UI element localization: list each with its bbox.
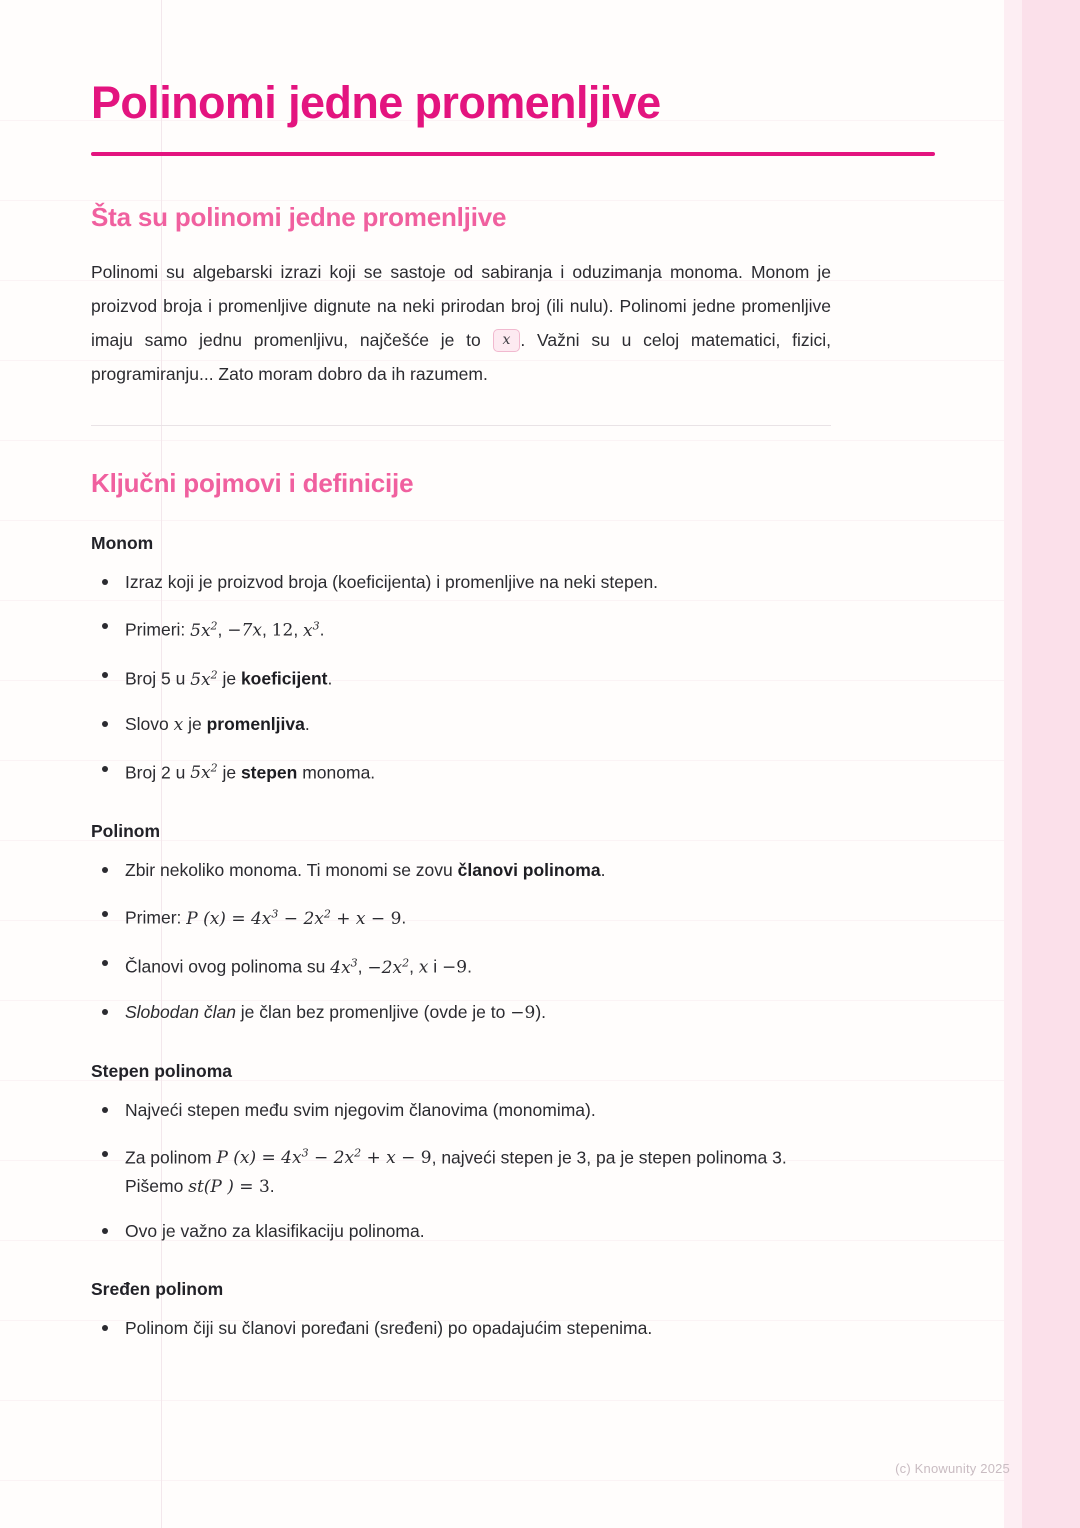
list-stepen-polinoma [91, 1096, 932, 1246]
section-heading-what-are-polynomials: Šta su polinomi jedne promenljive [91, 202, 507, 233]
title-underline [91, 152, 935, 156]
list-item: Broj 2 u $5x^2$ je stepen monoma. [91, 755, 821, 788]
list-item: Izraz koji je proizvod broja (koeficijenta) i promenljive na neki stepen. [91, 568, 821, 596]
list-item: Broj 5 u $5x^2$ je koeficijent. [91, 661, 821, 694]
page-title: Polinomi jedne promenljive [91, 77, 661, 128]
copyright-notice: (c) Knowunity 2025 [895, 1461, 1010, 1476]
subheading-monom: Monom [91, 533, 154, 554]
list-polinom [91, 856, 932, 1026]
list-item: Zbir nekoliko monoma. Ti monomi se zovu članovi polinoma. [91, 856, 821, 884]
intro-paragraph-part1: Polinomi su algebarski izrazi koji se sastoje od sabiranja i oduzimanja monoma. Monom je proizvod broja i promenljive dignute na neki prirodan broj (ili nulu). Polinomi jedne promenljive imaju samo jednu promenljivu, najčešće je to [91, 262, 831, 351]
intro-paragraph-part2: . Važni su u celoj matematici, fizici, programiranju... Zato moram dobro da ih razumem. [91, 330, 831, 385]
subheading-sredjen-polinom: Sređen polinom [91, 1279, 224, 1300]
list-item: Primeri: $5x^2$, −7x, 12, $x^3$. [91, 612, 821, 645]
list-item: Najveći stepen među svim njegovim članovima (monomima). [91, 1096, 821, 1124]
list-item: Slovo x je promenljiva. [91, 710, 821, 739]
page-edge-light [1004, 0, 1022, 1528]
list-item: Za polinom P $(x) = 4x^3 - 2x^2 + x - 9$, najveći stepen je 3, pa je stepen polinoma 3. Pišemo st(P ) = 3. [91, 1140, 821, 1202]
list-monom [91, 568, 932, 787]
list-item: Slobodan član je član bez promenljive (ovde je to −9). [91, 998, 821, 1027]
intro-paragraph [91, 255, 831, 391]
section-divider [91, 425, 831, 426]
list-item: Ovo je važno za klasifikaciju polinoma. [91, 1217, 821, 1245]
section-heading-key-terms: Ključni pojmovi i definicije [91, 468, 414, 499]
list-sredjen-polinom [91, 1314, 932, 1342]
subheading-stepen-polinoma: Stepen polinoma [91, 1060, 232, 1081]
list-item: Članovi ovog polinoma su $4x^3$, $-2x^2$, x i −9. [91, 949, 821, 982]
list-item: Primer: P $(x) = 4x^3 - 2x^2 + x - 9$. [91, 900, 821, 933]
subheading-polinom: Polinom [91, 821, 161, 842]
list-item: Polinom čiji su članovi poređani (sređeni) po opadajućim stepenima. [91, 1314, 821, 1342]
inline-variable-chip: x [493, 329, 521, 352]
page-edge-strip [1022, 0, 1080, 1528]
